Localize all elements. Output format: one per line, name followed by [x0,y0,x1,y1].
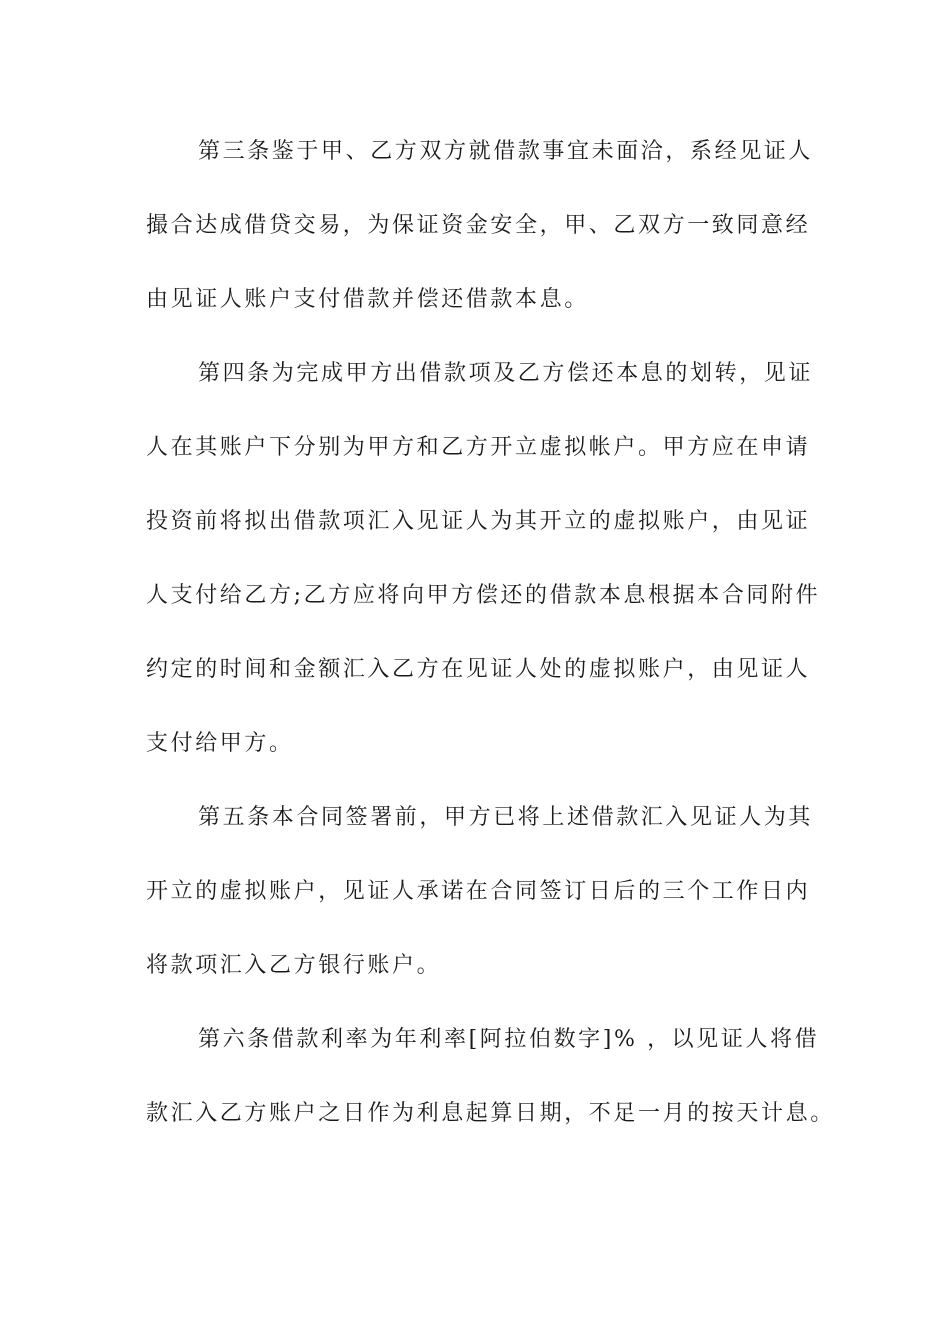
text-line: 将款项汇入乙方银行账户。 [146,953,442,978]
text-line: 由见证人账户支付借款并偿还借款本息。 [146,287,589,312]
document-body [146,128,835,1164]
text-line-article-4-start: 第四条为完成甲方出借款项及乙方偿还本息的划转，见证 [198,361,814,386]
text-line: 约定的时间和金额汇入乙方在见证人处的虚拟账户，由见证人 [146,657,811,682]
text-line: 款汇入乙方账户之日作为利息起算日期，不足一月的按天计息。 [146,1101,835,1126]
text-line-article-3-start: 第三条鉴于甲、乙方双方就借款事宜未面洽，系经见证人 [198,139,814,164]
text-line: 撮合达成借贷交易，为保证资金安全，甲、乙双方一致同意经 [146,213,811,238]
text-line: 人支付给乙方;乙方应将向甲方偿还的借款本息根据本合同附件 [146,583,821,608]
text-line: 开立的虚拟账户，见证人承诺在合同签订日后的三个工作日内 [146,879,811,904]
text-line: 人在其账户下分别为甲方和乙方开立虚拟帐户。甲方应在申请 [146,435,811,460]
text-line-article-6-start: 第六条借款利率为年利率[阿拉伯数字]% ，以见证人将借 [198,1027,820,1052]
text-line: 支付给甲方。 [146,731,294,756]
text-line: 投资前将拟出借款项汇入见证人为其开立的虚拟账户，由见证 [146,509,811,534]
text-line-article-5-start: 第五条本合同签署前，甲方已将上述借款汇入见证人为其 [198,805,814,830]
